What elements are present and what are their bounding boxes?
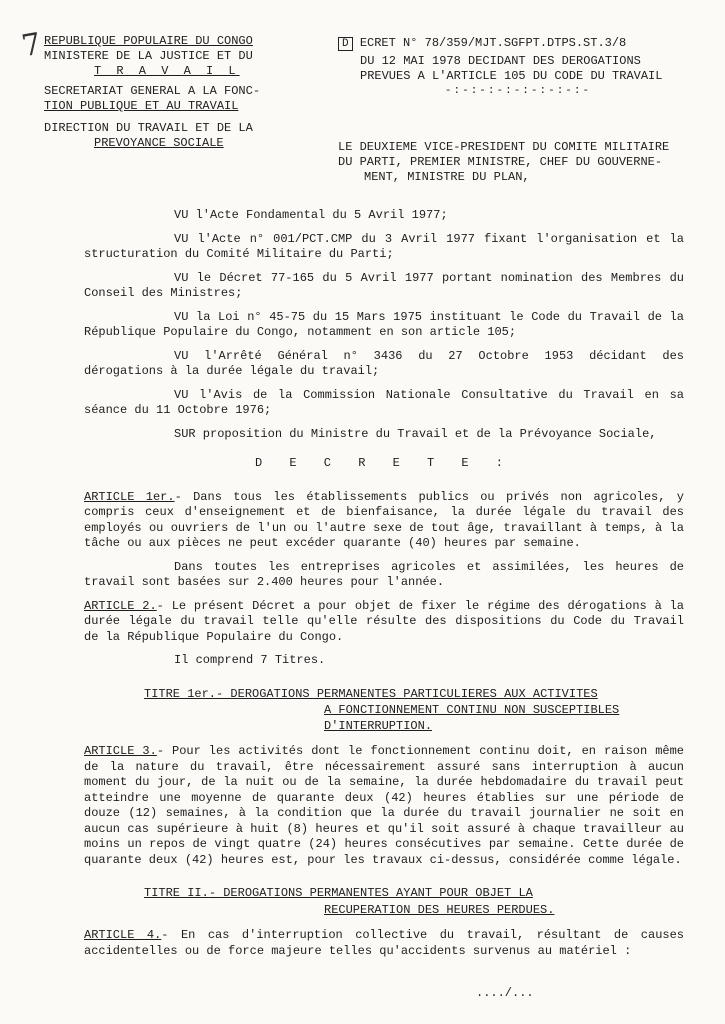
titre-2-head: TITRE II. <box>144 886 209 900</box>
decree-date-line: DU 12 MAI 1978 DECIDANT DES DEROGATIONS <box>360 54 641 68</box>
prevoyance-line: PREVOYANCE SOCIALE <box>94 136 224 150</box>
considerant: VU l'Arrêté Général n° 3436 du 27 Octobre 1953 décidant des dérogations à la durée légale du travail; <box>84 348 684 378</box>
article-4 <box>84 928 684 959</box>
titre-1-line-2: A FONCTIONNEMENT CONTINU NON SUSCEPTIBLES D'INTERRUPTION. <box>324 703 620 733</box>
secretariat-line: SECRETARIAT GENERAL A LA FONC- <box>44 84 261 98</box>
article-4-head: ARTICLE 4. <box>84 928 162 942</box>
vice-president-block <box>338 140 708 185</box>
decree-reference <box>338 36 698 51</box>
separator: -:-:-:-:-:-:-:-:- <box>444 85 592 97</box>
titre-2 <box>144 886 684 918</box>
considerant: VU l'Acte Fondamental du 5 Avril 1977; <box>174 208 448 222</box>
article-3-head: ARTICLE 3. <box>84 744 157 758</box>
article-1-text: - Dans tous les établissements publics ou privés non agricoles, y compris ceux d'enseignement et de bienfaisance, la durée légale du travail des employés ou ouvriers de l'un ou l'autre sexe de tout âge, travaillant à temps, à la tâche ou aux pièces ne peut excéder quarante (40) heures par semaine. <box>84 489 685 550</box>
article-2-head: ARTICLE 2. <box>84 598 157 613</box>
article-1-head: ARTICLE 1er. <box>84 489 175 504</box>
decree-box-glyph: D <box>338 37 353 51</box>
header-right <box>338 36 698 99</box>
decree-object-line: PREVUES A L'ARTICLE 105 DU CODE DU TRAVAIL <box>360 69 663 83</box>
ministry-line: MINISTERE DE LA JUSTICE ET DU <box>44 49 253 63</box>
titre-1-line-1: - DEROGATIONS PERMANENTES PARTICULIERES AUX ACTIVITES <box>216 686 598 701</box>
vp-line-1: LE DEUXIEME VICE-PRESIDENT DU COMITE MILITAIRE <box>338 140 670 154</box>
considerant: VU l'Avis de la Commission Nationale Consultative du Travail en sa séance du 11 Octobre 1976; <box>84 387 684 417</box>
article-1 <box>84 490 684 552</box>
article-3 <box>84 744 684 868</box>
article-1-para-2: Dans toutes les entreprises agricoles et assimilées, les heures de travail sont basées sur 2.400 heures pour l'année. <box>84 559 684 589</box>
header-left <box>44 34 309 151</box>
direction-line: DIRECTION DU TRAVAIL ET DE LA <box>44 121 253 135</box>
titre-2-line-2: RECUPERATION DES HEURES PERDUES. <box>324 902 555 917</box>
vp-line-3: MENT, MINISTRE DU PLAN, <box>364 170 530 184</box>
titre-2-line-1: - DEROGATIONS PERMANENTES AYANT POUR OBJET LA <box>208 886 533 900</box>
article-2-para-2: Il comprend 7 Titres. <box>174 653 326 667</box>
fonction-publique-line: TION PUBLIQUE ET AU TRAVAIL <box>44 99 239 113</box>
considerant: VU la Loi n° 45-75 du 15 Mars 1975 instituant le Code du Travail de la République Populaire du Congo, notamment en son article 105; <box>84 309 684 339</box>
article-2-text: - Le présent Décret a pour objet de fixer le régime des dérogations à la durée légale du travail telle qu'elle résulte des dispositions du Code du Travail de la République Populaire du Congo. <box>84 598 685 644</box>
considerant: VU le Décret 77-165 du 5 Avril 1977 portant nomination des Membres du Conseil des Ministres; <box>84 270 684 300</box>
considerant-proposition: SUR proposition du Ministre du Travail et de la Prévoyance Sociale, <box>174 426 657 441</box>
decree-body <box>84 208 684 967</box>
considerant: VU l'Acte n° 001/PCT.CMP du 3 Avril 1977 fixant l'organisation et la structuration du Comité Militaire du Parti; <box>84 231 684 261</box>
article-2 <box>84 599 684 646</box>
republic-line: REPUBLIQUE POPULAIRE DU CONGO <box>44 34 253 48</box>
article-3-text: - Pour les activités dont le fonctionnement continu doit, en raison même de la nature du travail, être nécessairement assuré sans interruption à aucun moment du jour, de la nuit ou de la semaine, la durée hebdomadaire du travail peut atteindre une moyenne de quarante deux (42) heures établies sur une période de douze (12) semaines, à la condition que la durée du travail journalier ne soit en aucun cas supérieure à huit (8) heures et qu'il soit assuré à chaque travailleur au moins un repos de vingt quatre (24) heures consécutives par semaine. Cette durée de quarante deux (42) heures est, pour les travaux ci-dessus, considérée comme légale. <box>84 744 685 867</box>
vp-line-2: DU PARTI, PREMIER MINISTRE, CHEF DU GOUVERNE- <box>338 155 663 169</box>
article-4-text: - En cas d'interruption collective du travail, résultant de causes accidentelles ou de force majeure telles qu'accidents survenus au matériel : <box>84 928 685 958</box>
decrete-heading: D E C R E T E : <box>254 456 514 470</box>
titre-1 <box>144 687 684 735</box>
decree-number: ECRET N° 78/359/MJT.SGFPT.DTPS.ST.3/8 <box>359 36 627 50</box>
titre-1-head: TITRE 1er. <box>144 686 217 701</box>
page-continuation: ..../... <box>476 986 534 1000</box>
handwritten-mark: 7 <box>19 26 44 65</box>
travail-line: T R A V A I L <box>94 64 240 78</box>
